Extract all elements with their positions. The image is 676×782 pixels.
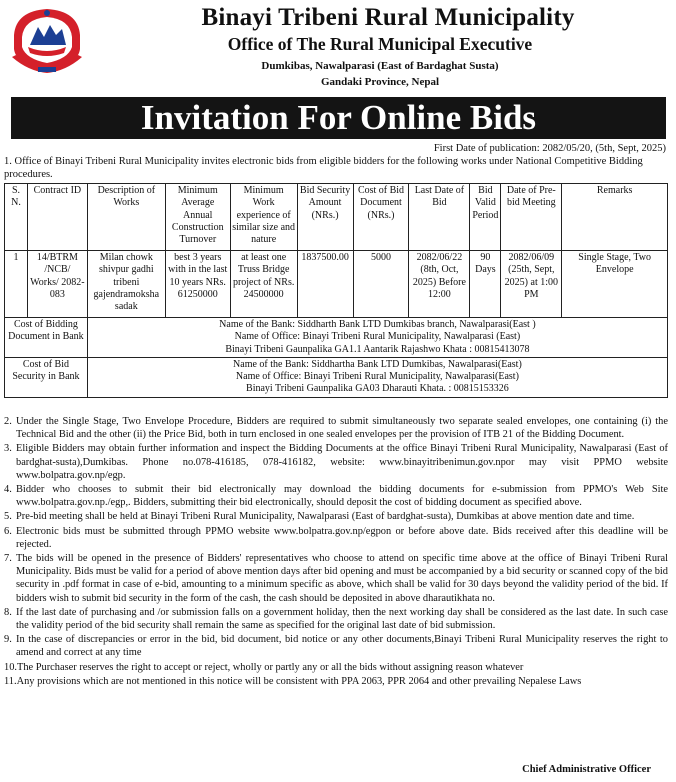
list-item <box>4 552 668 605</box>
clause-number: 2. <box>4 416 12 427</box>
list-item <box>4 442 668 482</box>
clause-number: 11. <box>4 675 17 687</box>
header-remarks: Remarks <box>562 184 668 251</box>
clauses-list <box>4 415 668 689</box>
header-validity: Bid Valid Period <box>470 184 501 251</box>
header-last-date: Last Date of Bid <box>409 184 470 251</box>
list-item <box>4 675 668 688</box>
signature-title: Chief Administrative Officer <box>522 764 651 775</box>
header-turnover: Minimum Average Annual Construction Turnover <box>165 184 230 251</box>
table-header-row <box>5 184 668 251</box>
header-security: Bid Security Amount (NRs.) <box>297 184 353 251</box>
cell-security: 1837500.00 <box>297 251 353 318</box>
clause-text: Electronic bids must be submitted through PPMO website www.bolpatra.gov.np/egpon or before above date. Bids received after this deadline will be rejected. <box>16 525 668 550</box>
clause-text: Pre-bid meeting shall be held at Binayi Tribeni Rural Municipality, Nawalparasi (East of bardghat-susta), Dumkibas at above mention date and time. <box>16 511 635 523</box>
cell-last-date: 2082/06/22 (8th, Oct, 2025) Before 12:00 <box>409 251 470 318</box>
clause-text: The Purchaser reserves the right to accept or reject, wholly or partly any or all the bids without assigning reason whatever <box>17 661 524 673</box>
clause-number: 9. <box>4 634 12 646</box>
security-bank-label: Cost of Bid Security in Bank <box>5 357 88 397</box>
cell-remarks: Single Stage, Two Envelope <box>562 251 668 318</box>
address-line-1: Dumkibas, Nawalparasi (East of Bardaghat Susta) <box>261 60 499 72</box>
clause-text: If the last date of purchasing and /or submission falls on a government holiday, then the next working day shall be considered as the last date. In such case the validity period of the bid security shall remain the same as specified for the original last date of bid submission. <box>16 606 668 632</box>
clause-number: 8. <box>4 606 12 618</box>
cell-prebid: 2082/06/09 (25th, Sept, 2025) at 1:00 PM <box>501 251 562 318</box>
clause-text: In the case of discrepancies or error in the bid, bid document, bid notice or any other documents,Binayi Tribeni Rural Municipality reserves the right to amend and correct at any time <box>16 634 668 659</box>
header-cost: Cost of Bid Document (NRs.) <box>353 184 409 251</box>
clause-text: Eligible Bidders may obtain further information and inspect the Bidding Documents at the office Binayi Tribeni Rural Municipality, Nawalparasi (East of bardghat-susta),Dumkibas. Phone no.078-416185, 078-416182, website: www.binayitribenimun.gov.npor may visit PPMO website www.bolpatra.gov.np/egp. <box>16 443 668 481</box>
security-bank-line-2: Name of Office: Binayi Tribeni Rural Municipality, Nawalparasi(East) <box>235 371 519 383</box>
municipality-title: Binayi Tribeni Rural Municipality <box>201 4 575 31</box>
clause-number: 3. <box>4 443 12 455</box>
bids-table <box>4 183 668 398</box>
nepal-emblem-icon <box>8 5 86 75</box>
clause-text: Bidder who chooses to submit their bid electronically may download the bidding documents for e-submission from PPMO's Web Site www.bolpatra.gov.np./egp,. Bidders, submitting their bid electronically, should deposit the cost of bidding document as specified above. <box>16 484 668 509</box>
cell-sn: 1 <box>5 251 28 318</box>
list-item <box>4 525 668 551</box>
office-subtitle: Office of The Rural Municipal Executive <box>227 34 533 54</box>
cost-bank-line-1: Name of the Bank: Siddharth Bank LTD Dumkibas branch, Nawalparasi(East ) <box>219 319 536 330</box>
list-item <box>4 606 668 632</box>
table-row <box>5 251 668 318</box>
header-experience: Minimum Work experience of similar size and nature <box>230 184 297 251</box>
header-contract-id: Contract ID <box>27 184 87 251</box>
header-works: Description of Works <box>87 184 165 251</box>
address-line-2: Gandaki Province, Nepal <box>320 76 440 88</box>
security-bank-row <box>5 357 668 397</box>
clause-number: 5. <box>4 511 12 523</box>
security-bank-details <box>87 357 667 397</box>
cell-cost: 5000 <box>353 251 409 318</box>
cost-bank-label: Cost of Bidding Document in Bank <box>5 318 88 358</box>
cell-experience: at least one Truss Bridge project of NRs. 24500000 <box>230 251 297 318</box>
list-item <box>4 633 668 659</box>
security-bank-line-1: Name of the Bank: Siddhartha Bank LTD Dumkibas, Nawalparasi(East) <box>233 358 522 370</box>
cell-works: Milan chowk shivpur gadhi tribeni gajendramoksha sadak <box>87 251 165 318</box>
list-item <box>4 661 668 674</box>
cost-bank-line-3: Binayi Tribeni Gaunpalika GA1.1 Aantarik Rajashwo Khata : 00815413078 <box>225 343 530 355</box>
list-item <box>4 415 668 441</box>
header-sn: S. N. <box>5 184 28 251</box>
clause-number: 10. <box>4 661 17 673</box>
header-prebid: Date of Pre-bid Meeting <box>501 184 562 251</box>
intro-paragraph: 1. Office of Binayi Tribeni Rural Municipality invites electronic bids from eligible bidders for the following works under National Competitive Bidding procedures. <box>4 156 643 180</box>
cell-validity: 90 Days <box>470 251 501 318</box>
cell-turnover: best 3 years with in the last 10 years NRs. 61250000 <box>165 251 230 318</box>
cost-bank-row <box>5 318 668 358</box>
security-bank-line-3: Binayi Tribeni Gaunpalika GA03 Dharauti Khata. : 00815153326 <box>246 383 509 395</box>
clause-text: Under the Single Stage, Two Envelope Procedure, Bidders are required to submit simultaneously two separate sealed envelopes, one containing (i) the Technical Bid and the other (ii) the Price Bid, both in turn enclosed in one sealed envelopes per the provision of ITB 21 of the Bidding Document. <box>16 416 668 441</box>
list-item <box>4 483 668 509</box>
clause-text: The bids will be opened in the presence of Bidders' representatives who choose to attend on specific time above at the office of Binayi Tribeni Rural Municipality. Bids must be valid for a period of above mention days after bid opening and must be accompanied by a bid security or scanned copy of the bid security in .pdf format in case of e-bid, amounting to a minimum specific as above, which shall be valid for 30 days beyond the validity period of the bid. If bidders wish to submit bid security in the form of the cash, the cash should be deposited in above dharautikhata no. <box>16 553 668 604</box>
cost-bank-details <box>87 318 667 358</box>
clause-number: 4. <box>4 484 12 496</box>
clause-number: 7. <box>4 553 12 565</box>
publication-date: First Date of publication: 2082/05/20, (5th, Sept, 2025) <box>433 143 666 154</box>
clause-number: 6. <box>4 525 12 537</box>
clause-text: Any provisions which are not mentioned in this notice will be consistent with PPA 2063, PPR 2064 and other prevailing Nepalese Laws <box>16 675 582 687</box>
cell-contract-id: 14/BTRM /NCB/ Works/ 2082-083 <box>27 251 87 318</box>
list-item <box>4 510 668 523</box>
notice-banner: Invitation For Online Bids <box>11 97 666 139</box>
cost-bank-line-2: Name of Office: Binayi Tribeni Rural Municipality, Nawalparasi (East) <box>234 331 521 343</box>
